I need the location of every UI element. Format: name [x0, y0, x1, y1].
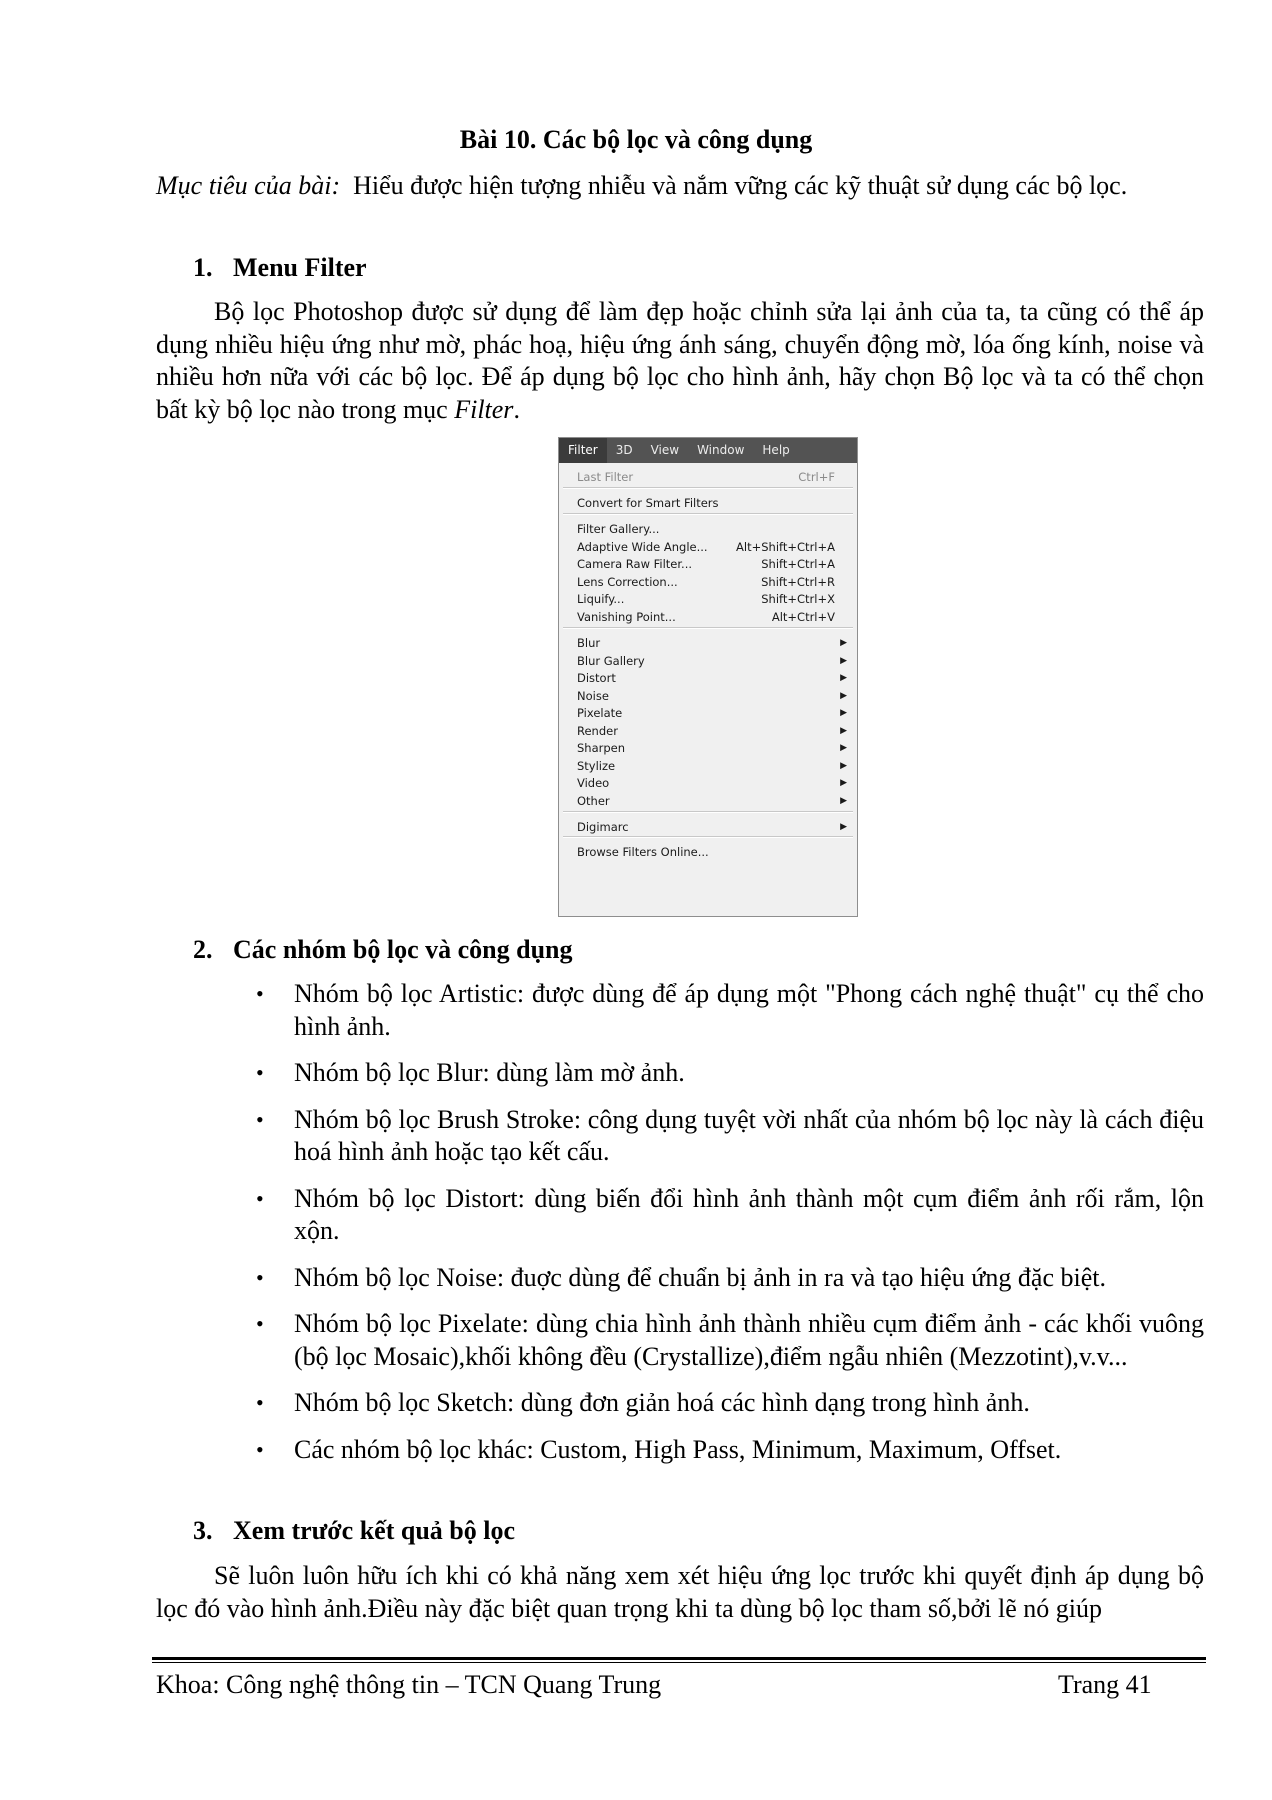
menu-item-digimarc[interactable]	[559, 817, 857, 837]
submenu-arrow-icon: ▶	[840, 708, 847, 718]
section-2-number: 2.	[193, 935, 213, 964]
section-3-title: Xem trước kết quả bộ lọc	[233, 1516, 516, 1545]
submenu-arrow-icon: ▶	[840, 691, 847, 701]
section-1-body	[156, 296, 1204, 426]
menu-separator	[563, 487, 853, 489]
menu-item-video[interactable]	[559, 773, 857, 793]
menu-item-sharpen[interactable]	[559, 738, 857, 758]
menu-item-liquify[interactable]	[559, 589, 857, 609]
menu-separator	[563, 627, 853, 629]
menu-item-label: Sharpen	[577, 741, 626, 755]
filter-group-item: • Nhóm bộ lọc Pixelate: dùng chia hình ảnh thành nhiều cụm điểm ảnh - các khối vuông (bộ lọc Mosaic),khối không đều (Crystallize),điểm ngẫu nhiên (Mezzotint),v.v...	[252, 1308, 1204, 1373]
menu-item-shortcut: Ctrl+F	[798, 470, 835, 484]
menu-item-label: Digimarc	[577, 820, 629, 834]
menu-item-shortcut: Shift+Ctrl+A	[761, 557, 835, 571]
menu-item-label: Liquify...	[577, 592, 625, 606]
menu-item-label: Vanishing Point...	[577, 610, 676, 624]
filter-group-item: • Nhóm bộ lọc Noise: đuợc dùng để chuẩn bị ảnh in ra và tạo hiệu ứng đặc biệt.	[252, 1262, 1204, 1295]
section-1-title: Menu Filter	[233, 253, 367, 282]
menu-item-label: Distort	[577, 671, 616, 685]
lesson-title: Bài 10. Các bộ lọc và công dụng	[459, 125, 813, 154]
submenu-arrow-icon: ▶	[840, 673, 847, 683]
section-3-body: Sẽ luôn luôn hữu ích khi có khả năng xem xét hiệu ứng lọc trước khi quyết định áp dụng bộ lọc đó vào hình ảnh.Điều này đặc biệt quan trọng khi ta dùng bộ lọc tham số,bởi lẽ nó giúp	[156, 1561, 1204, 1623]
section-1-body-end: .	[513, 394, 520, 424]
menu-item-shortcut: Shift+Ctrl+R	[761, 575, 835, 589]
menu-item-filter-gallery[interactable]	[559, 519, 857, 539]
menubar-item-help[interactable]: Help	[762, 443, 790, 457]
submenu-arrow-icon: ▶	[840, 638, 847, 648]
menu-item-label: Adaptive Wide Angle...	[577, 540, 708, 554]
objective-text: Hiểu được hiện tượng nhiễu và nắm vững các kỹ thuật sử dụng các bộ lọc.	[353, 171, 1128, 200]
menu-item-label: Last Filter	[577, 470, 634, 484]
menu-item-distort[interactable]	[559, 668, 857, 688]
footer-page-number: Trang 41	[1058, 1670, 1152, 1699]
submenu-arrow-icon: ▶	[840, 656, 847, 666]
footer-department: Khoa: Công nghệ thông tin – TCN Quang Trung	[156, 1670, 662, 1699]
menu-item-last-filter[interactable]	[559, 467, 857, 487]
menu-item-convert-for-smart-filters[interactable]	[559, 493, 857, 513]
menubar-item-view[interactable]: View	[650, 443, 680, 457]
section-3-heading	[193, 1515, 515, 1547]
menubar-item-filter[interactable]: Filter	[559, 438, 607, 463]
menu-item-shortcut: Alt+Ctrl+V	[771, 610, 835, 624]
menu-item-browse-filters-online[interactable]	[559, 842, 857, 862]
footer-divider-thick	[152, 1657, 1206, 1660]
section-2-heading	[193, 934, 573, 966]
filter-group-list	[252, 978, 1204, 1480]
menu-item-camera-raw-filter[interactable]	[559, 554, 857, 574]
menu-item-other[interactable]	[559, 791, 857, 811]
section-3-number: 3.	[193, 1516, 213, 1545]
menubar-item-window[interactable]: Window	[697, 443, 745, 457]
section-1-heading	[193, 252, 367, 284]
menu-item-label: Convert for Smart Filters	[577, 496, 719, 510]
menu-separator	[563, 811, 853, 813]
menu-item-label: Render	[577, 724, 618, 738]
menu-item-shortcut: Shift+Ctrl+X	[761, 592, 835, 606]
menu-item-label: Blur	[577, 636, 601, 650]
menu-item-pixelate[interactable]	[559, 703, 857, 723]
submenu-arrow-icon: ▶	[840, 778, 847, 788]
menu-item-label: Stylize	[577, 759, 616, 773]
objective-paragraph	[156, 170, 1204, 203]
submenu-arrow-icon: ▶	[840, 761, 847, 771]
menu-item-label: Camera Raw Filter...	[577, 557, 693, 571]
objective-label: Mục tiêu của bài:	[156, 171, 341, 200]
menu-item-label: Pixelate	[577, 706, 623, 720]
filter-group-item: • Nhóm bộ lọc Distort: dùng biến đổi hình ảnh thành một cụm điểm ảnh rối rắm, lộn xộn.	[252, 1183, 1204, 1248]
filter-group-item: • Các nhóm bộ lọc khác: Custom, High Pass, Minimum, Maximum, Offset.	[252, 1434, 1204, 1467]
menubar-item-3d[interactable]: 3D	[615, 443, 633, 457]
filter-group-item: • Nhóm bộ lọc Sketch: dùng đơn giản hoá các hình dạng trong hình ảnh.	[252, 1387, 1204, 1420]
section-2-title: Các nhóm bộ lọc và công dụng	[233, 935, 573, 964]
section-1-body-text: Bộ lọc Photoshop được sử dụng để làm đẹp hoặc chỉnh sửa lại ảnh của ta, ta cũng có thể áp dụng nhiều hiệu ứng như mờ, phác hoạ, hiệu ứng ánh sáng, chuyển động mờ, lóa ống kính, noise và nhiều hơn nữa với các bộ lọc. Để áp dụng bộ lọc cho hình ảnh, hãy chọn Bộ lọc và ta có thể chọn bất kỳ bộ lọc nào trong mục	[156, 297, 1204, 424]
footer-divider-thin	[152, 1662, 1206, 1663]
filter-group-item: • Nhóm bộ lọc Artistic: được dùng để áp dụng một "Phong cách nghệ thuật" cụ thể cho hình ảnh.	[252, 978, 1204, 1043]
menu-item-shortcut: Alt+Shift+Ctrl+A	[736, 540, 835, 554]
menu-item-label: Noise	[577, 689, 609, 703]
section-1-body-emphasis: Filter	[454, 394, 514, 424]
menu-item-vanishing-point[interactable]	[559, 607, 857, 627]
filter-group-item: • Nhóm bộ lọc Brush Stroke: công dụng tuyệt vời nhất của nhóm bộ lọc này là cách điệu hoá hình ảnh hoặc tạo kết cấu.	[252, 1104, 1204, 1169]
menu-item-label: Browse Filters Online...	[577, 845, 709, 859]
menu-item-label: Blur Gallery	[577, 654, 645, 668]
filter-menu-screenshot	[558, 437, 858, 917]
filter-group-item: • Nhóm bộ lọc Blur: dùng làm mờ ảnh.	[252, 1057, 1204, 1090]
submenu-arrow-icon: ▶	[840, 796, 847, 806]
submenu-arrow-icon: ▶	[840, 743, 847, 753]
submenu-arrow-icon: ▶	[840, 726, 847, 736]
menu-item-label: Video	[577, 776, 610, 790]
menu-bar	[559, 438, 857, 463]
menu-item-blur[interactable]	[559, 633, 857, 653]
submenu-arrow-icon: ▶	[840, 822, 847, 832]
menu-separator	[563, 513, 853, 515]
menu-item-label: Filter Gallery...	[577, 522, 660, 536]
section-1-number: 1.	[193, 253, 213, 282]
menu-item-label: Other	[577, 794, 610, 808]
menu-item-label: Lens Correction...	[577, 575, 678, 589]
